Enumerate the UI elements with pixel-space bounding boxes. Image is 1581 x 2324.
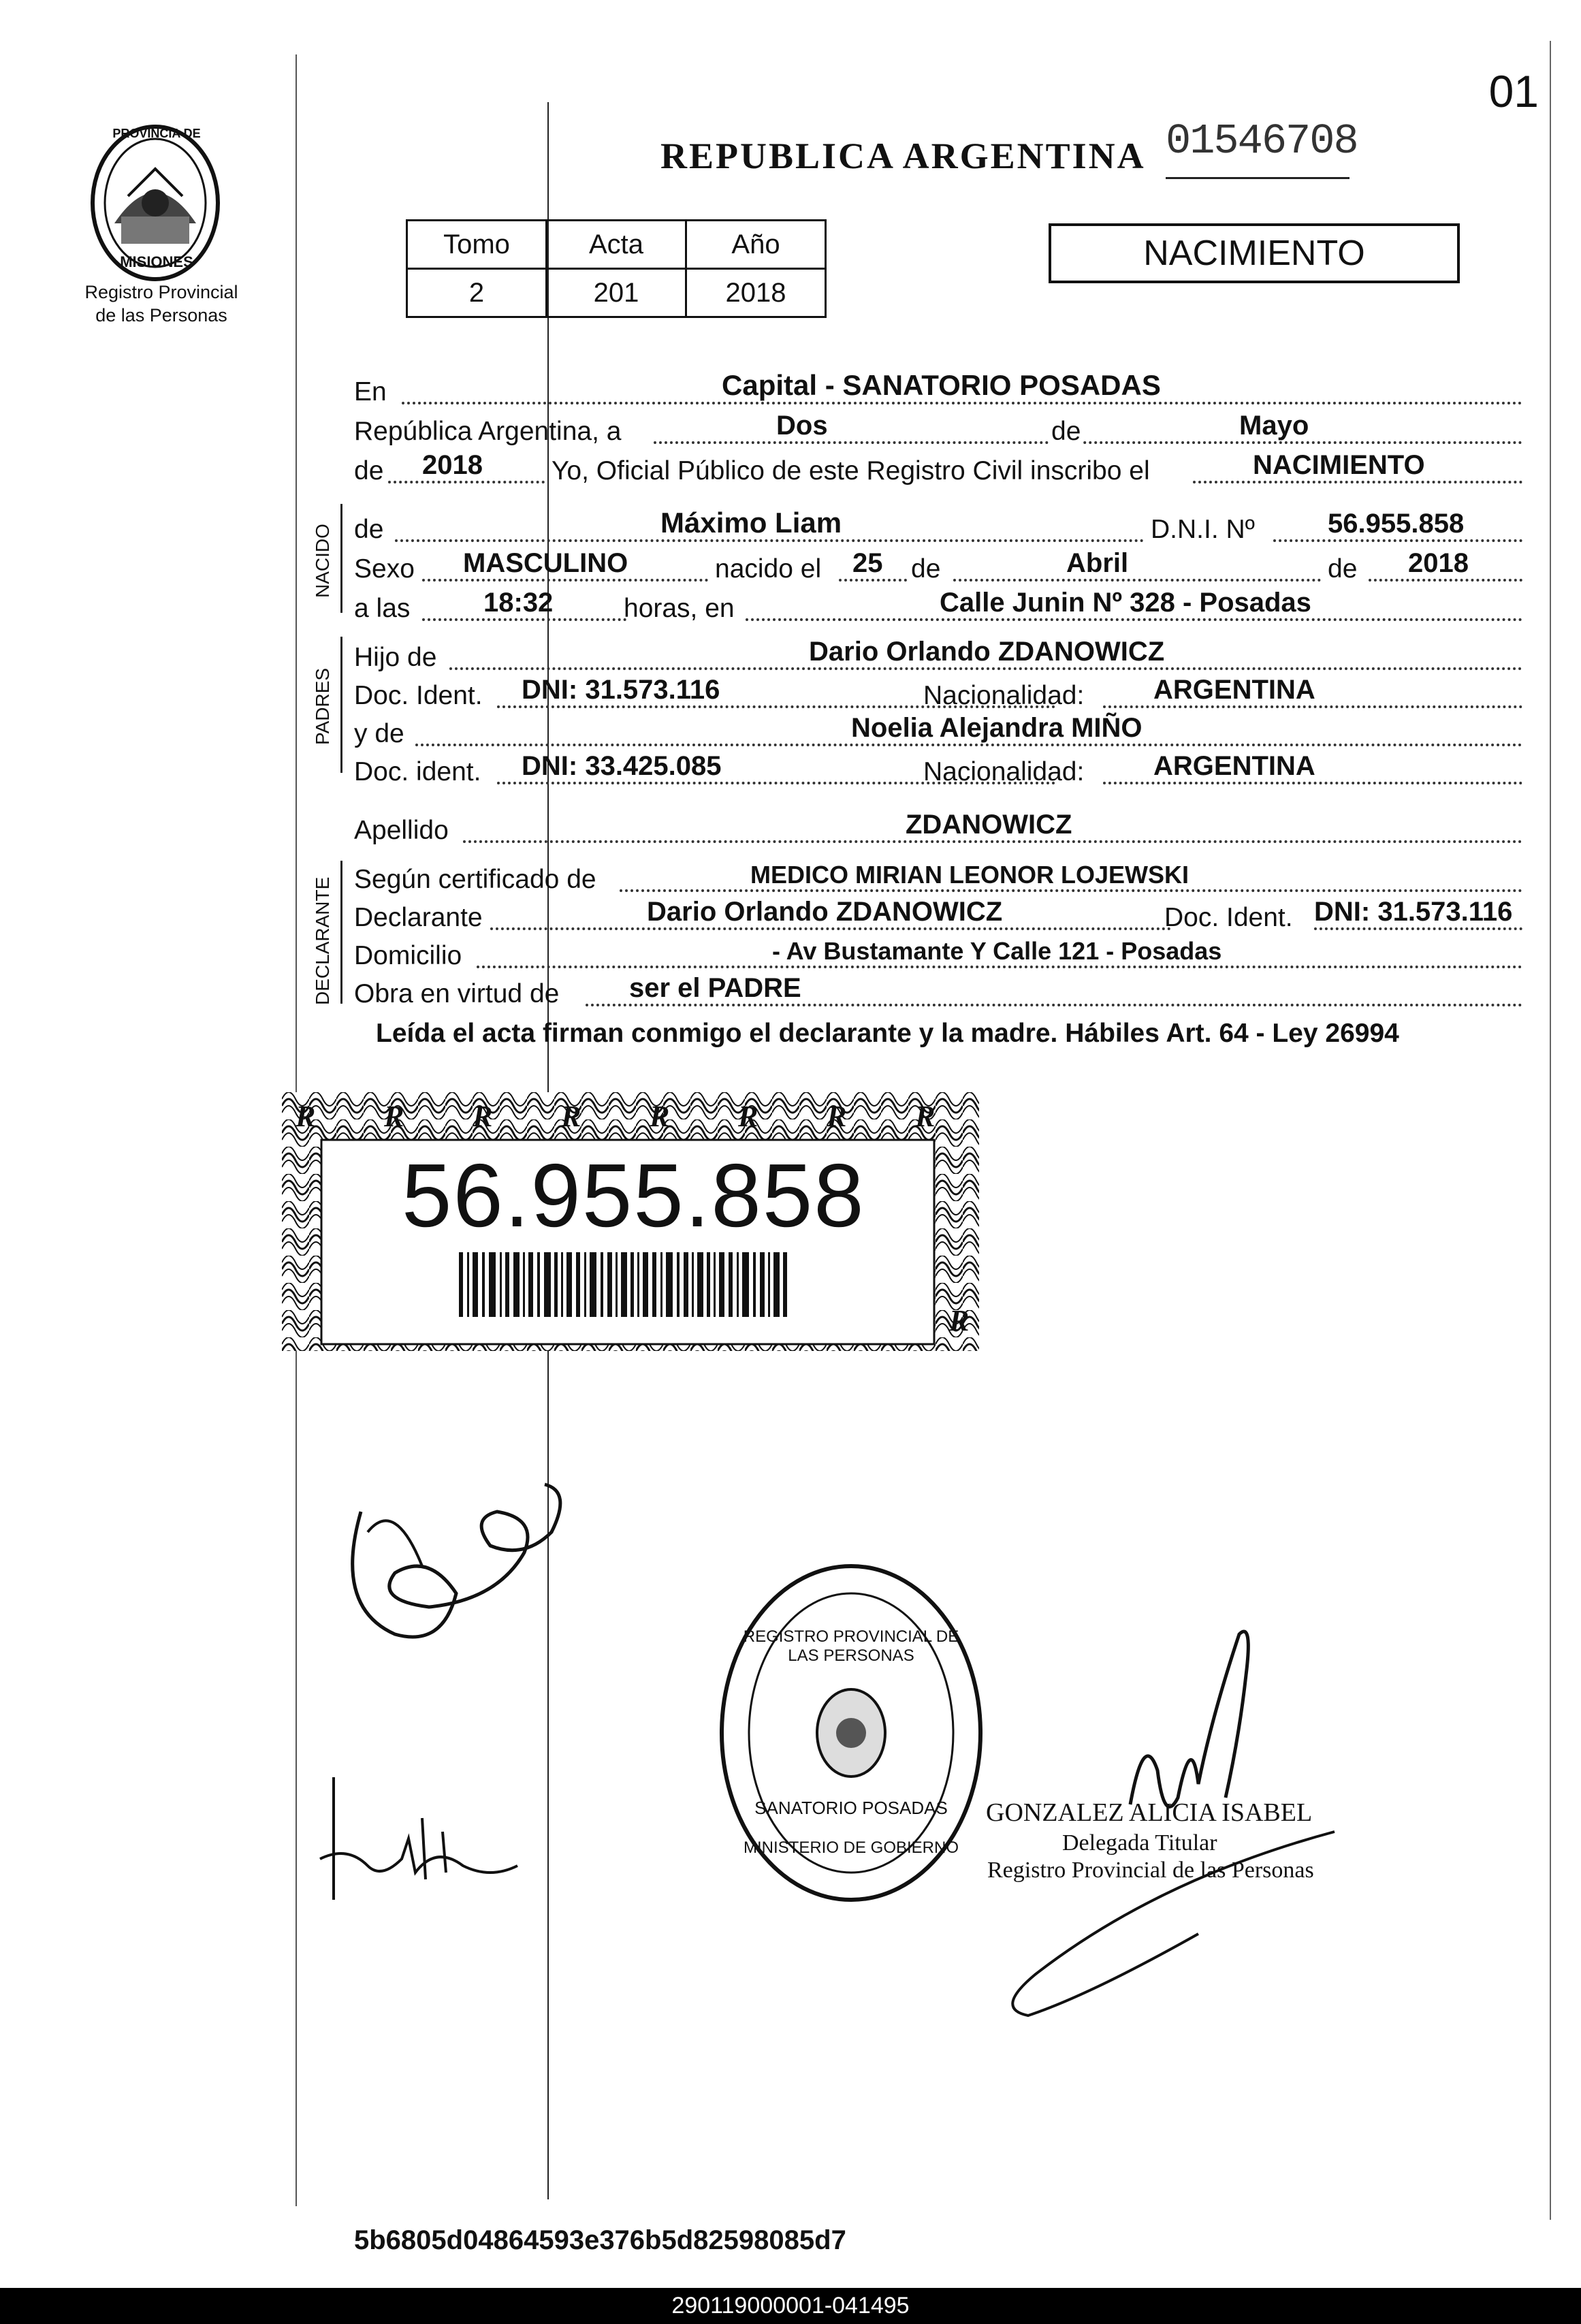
registered-act: NACIMIENTO bbox=[1253, 450, 1425, 480]
dotted-line bbox=[1369, 579, 1522, 582]
logo-caption-line-2: de las Personas bbox=[95, 305, 227, 325]
dotted-line bbox=[1193, 481, 1522, 483]
dotted-line bbox=[449, 667, 1522, 670]
dotted-line bbox=[477, 966, 1522, 968]
row-mother-name bbox=[354, 710, 1522, 749]
footer-barcode-text: 290119000001-041495 bbox=[0, 2288, 1581, 2324]
acta-value: 201 bbox=[547, 269, 686, 317]
registrar-text: Yo, Oficial Público de este Registro Civil inscribo el bbox=[552, 456, 1150, 486]
dotted-line bbox=[1314, 927, 1522, 930]
de-label-2: de bbox=[354, 456, 384, 486]
nacido-de-label: de bbox=[354, 515, 384, 544]
declarante-section-label: DECLARANTE bbox=[312, 876, 333, 1005]
birth-address: Calle Junin Nº 328 - Posadas bbox=[940, 588, 1311, 618]
pattern-letter: R bbox=[827, 1100, 847, 1133]
row-en bbox=[354, 368, 1522, 407]
pattern-letter: R bbox=[949, 1304, 970, 1337]
row-republica bbox=[354, 407, 1522, 447]
signature-declarant bbox=[320, 1471, 592, 1675]
hijo-de-label: Hijo de bbox=[354, 643, 437, 672]
row-father-doc bbox=[354, 671, 1522, 711]
logo-caption bbox=[63, 281, 260, 327]
pattern-letter: R bbox=[296, 1100, 316, 1133]
certificado-label: Según certificado de bbox=[354, 865, 596, 894]
right-margin-line bbox=[1550, 41, 1551, 2220]
document-hash: 5b6805d04864593e376b5d82598085d7 bbox=[354, 2225, 846, 2255]
dotted-line bbox=[839, 579, 907, 582]
serial-number: 01546708 bbox=[1166, 117, 1358, 165]
dotted-line bbox=[620, 889, 1522, 892]
row-apellido bbox=[354, 806, 1522, 846]
father-nationality: ARGENTINA bbox=[1153, 675, 1315, 705]
birth-day: 25 bbox=[852, 548, 883, 578]
dotted-line bbox=[388, 481, 545, 483]
nacido-bracket bbox=[340, 504, 342, 613]
row-certificado bbox=[354, 855, 1522, 895]
dotted-line bbox=[490, 927, 1171, 930]
row-obra bbox=[354, 970, 1522, 1009]
pattern-letter: R bbox=[650, 1100, 670, 1133]
father-doc-label: Doc. Ident. bbox=[354, 681, 483, 710]
padres-section-label: PADRES bbox=[312, 667, 333, 745]
mother-nationality-label: Nacionalidad: bbox=[923, 757, 1085, 786]
row-nacido-time bbox=[354, 584, 1522, 624]
pattern-letter: R bbox=[738, 1100, 758, 1133]
dotted-line bbox=[463, 840, 1522, 843]
de-label: de bbox=[1049, 417, 1083, 447]
republica-label: República Argentina, a bbox=[354, 417, 622, 446]
certificado-value: MEDICO MIRIAN LEONOR LOJEWSKI bbox=[750, 861, 1189, 889]
registration-year: 2018 bbox=[422, 450, 483, 480]
official-name: GONZALEZ ALICIA ISABEL bbox=[986, 1798, 1313, 1827]
anio-value: 2018 bbox=[686, 269, 826, 317]
row-father-name bbox=[354, 633, 1522, 673]
birth-time: 18:32 bbox=[483, 588, 554, 618]
acta-header: Acta bbox=[547, 221, 686, 269]
father-doc: DNI: 31.573.116 bbox=[522, 675, 720, 705]
nacido-de-label-3: de bbox=[1328, 554, 1358, 584]
domicilio-label: Domicilio bbox=[354, 941, 462, 970]
declarante-bracket bbox=[340, 861, 342, 1004]
horas-label: horas, en bbox=[624, 594, 735, 623]
closing-statement: Leída el acta firman conmigo el declarante y la madre. Hábiles Art. 64 - Ley 26994 bbox=[376, 1019, 1399, 1048]
pattern-letter: R bbox=[915, 1100, 936, 1133]
logo-ring-top-text: PROVINCIA DE bbox=[112, 127, 201, 140]
domicilio-value: - Av Bustamante Y Calle 121 - Posadas bbox=[772, 937, 1222, 965]
padres-bracket bbox=[340, 637, 342, 773]
dotted-line bbox=[402, 402, 1522, 404]
tomo-header: Tomo bbox=[407, 221, 547, 269]
logo-caption-line-1: Registro Provincial bbox=[84, 282, 238, 302]
obra-label: Obra en virtud de bbox=[354, 979, 560, 1008]
seal-inner-text: SANATORIO POSADAS bbox=[754, 1798, 948, 1818]
dotted-line bbox=[422, 579, 708, 582]
signature-mother bbox=[306, 1764, 531, 1920]
birth-year: 2018 bbox=[1408, 548, 1469, 578]
dotted-line bbox=[746, 618, 1522, 621]
row-nacido-name bbox=[354, 505, 1522, 545]
child-name: Máximo Liam bbox=[660, 507, 842, 539]
dotted-line bbox=[415, 744, 1522, 746]
row-registrar bbox=[354, 447, 1522, 486]
y-de-label: y de bbox=[354, 719, 404, 748]
dotted-line bbox=[1103, 705, 1522, 708]
row-nacido-sex bbox=[354, 545, 1522, 584]
child-dni: 56.955.858 bbox=[1328, 509, 1465, 539]
declarante-name: Dario Orlando ZDANOWICZ bbox=[647, 897, 1003, 927]
book-value-row bbox=[407, 269, 826, 317]
dni-label-number: 56.955.858 bbox=[402, 1145, 865, 1245]
dotted-line bbox=[395, 539, 1144, 542]
tomo-value: 2 bbox=[407, 269, 547, 317]
mother-doc: DNI: 33.425.085 bbox=[522, 751, 722, 781]
pattern-letter: R bbox=[384, 1100, 404, 1133]
seal-ring-text: REGISTRO PROVINCIAL DE LAS PERSONAS bbox=[743, 1627, 959, 1665]
official-office: Registro Provincial de las Personas bbox=[987, 1858, 1314, 1883]
mother-name: Noelia Alejandra MIÑO bbox=[851, 713, 1143, 743]
official-role: Delegada Titular bbox=[1062, 1830, 1217, 1856]
dotted-line bbox=[1273, 539, 1522, 542]
dotted-line bbox=[953, 579, 1321, 582]
obra-value: ser el PADRE bbox=[629, 973, 801, 1003]
logo-ring-bottom-text: MISIONES bbox=[120, 253, 193, 270]
dni-label: D.N.I. Nº bbox=[1151, 515, 1255, 544]
nacido-el-label: nacido el bbox=[715, 554, 822, 584]
row-mother-doc bbox=[354, 748, 1522, 787]
declarante-doc-label: Doc. Ident. bbox=[1164, 903, 1293, 932]
child-sex: MASCULINO bbox=[463, 548, 628, 578]
dotted-line bbox=[422, 618, 626, 621]
en-label: En bbox=[354, 377, 387, 407]
sexo-label: Sexo bbox=[354, 554, 415, 584]
nacido-section-label: NACIDO bbox=[312, 524, 333, 598]
row-domicilio bbox=[354, 932, 1522, 971]
mother-doc-label: Doc. ident. bbox=[354, 757, 481, 786]
seal-bottom-text: MINISTERIO DE GOBIERNO bbox=[743, 1838, 959, 1857]
mother-nationality: ARGENTINA bbox=[1153, 751, 1315, 781]
barcode-bars bbox=[459, 1252, 787, 1317]
book-header-row bbox=[407, 221, 826, 269]
book-reference-table bbox=[406, 219, 827, 318]
document-title: REPUBLICA ARGENTINA bbox=[660, 136, 1146, 176]
act-type-box: NACIMIENTO bbox=[1049, 223, 1460, 283]
apellido-value: ZDANOWICZ bbox=[906, 810, 1072, 840]
nacido-de-label-2: de bbox=[911, 554, 941, 584]
apellido-label: Apellido bbox=[354, 816, 449, 845]
page-number: 01 bbox=[1488, 66, 1539, 116]
anio-header: Año bbox=[686, 221, 826, 269]
pattern-letter: R bbox=[473, 1100, 493, 1133]
registration-day: Dos bbox=[776, 411, 828, 441]
declarante-doc: DNI: 31.573.116 bbox=[1314, 897, 1513, 927]
father-nationality-label: Nacionalidad: bbox=[923, 681, 1085, 710]
row-declarante bbox=[354, 893, 1522, 933]
declarante-label: Declarante bbox=[354, 903, 483, 932]
registration-month: Mayo bbox=[1239, 411, 1309, 441]
serial-underline bbox=[1166, 177, 1350, 179]
a-las-label: a las bbox=[354, 594, 411, 623]
registration-place: Capital - SANATORIO POSADAS bbox=[722, 369, 1161, 401]
dotted-line bbox=[654, 441, 1522, 444]
father-name: Dario Orlando ZDANOWICZ bbox=[809, 637, 1165, 667]
pattern-letter: R bbox=[561, 1100, 581, 1133]
dotted-line bbox=[1103, 782, 1522, 784]
birth-month: Abril bbox=[1066, 548, 1129, 578]
dotted-line bbox=[586, 1004, 1522, 1006]
